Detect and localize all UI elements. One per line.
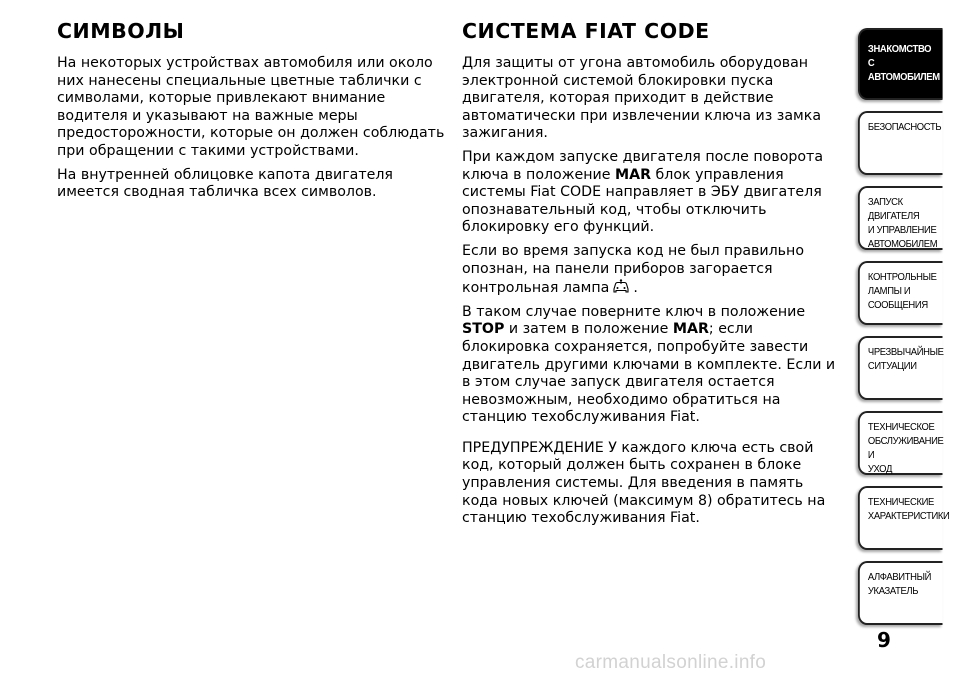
fiat-code-paragraph-2: При каждом запуске двигателя после поворота ключа в положение MAR блок управления системы Fiat CODE направляет в ЭБУ двигателя опознавательный код, чтобы отключить блокировку его функций. — [462, 148, 824, 236]
page-number: 9 — [877, 628, 891, 652]
tab-index[interactable]: АЛФАВИТНЫЙ УКАЗАТЕЛЬ — [858, 561, 943, 625]
symbols-paragraph-1: На некоторых устройствах автомобиля или около них нанесены специальные цветные таблички с символами, которые привлекают внимание водителя и указывают на важные меры предосторожности, которые он должен соблюдать при обращении с такими устройствами. — [57, 55, 445, 159]
watermark: carmanualsonline.info — [575, 652, 767, 673]
symbols-paragraph-2: На внутренней облицовке капота двигателя имеется сводная табличка всех символов. — [57, 166, 393, 201]
tab-specifications[interactable]: ТЕХНИЧЕСКИЕ ХАРАКТЕРИСТИКИ — [858, 486, 943, 550]
fiat-code-paragraph-1: Для защиты от угона автомобиль оборудован электронной системой блокировки пуска двигателя, которая приходит в действие автоматически при извлечении ключа из замка зажигания. — [462, 55, 822, 142]
left-column — [57, 18, 449, 208]
tab-starting-and-driving[interactable]: ЗАПУСК ДВИГАТЕЛЯ И УПРАВЛЕНИЕ АВТОМОБИЛЕМ — [858, 186, 943, 250]
fiat-code-paragraph-4: В таком случае поверните ключ в положение STOP и затем в положение MAR; если блокировка сохраняется, попробуйте завести двигатель другими ключами в комплекте. Если и в этом случае запуск двигателя остается невозможным, необходимо обратиться на станцию техобслуживания Fiat. — [462, 303, 836, 426]
tab-safety[interactable]: БЕЗОПАСНОСТЬ — [858, 111, 943, 175]
chapter-tabs — [858, 28, 960, 636]
tab-warning-lights[interactable]: КОНТРОЛЬНЫЕ ЛАМПЫ И СООБЩЕНИЯ — [858, 261, 943, 325]
symbols-heading: СИМВОЛЫ — [57, 19, 185, 43]
warning-paragraph: ПРЕДУПРЕЖДЕНИЕ У каждого ключа есть свой код, который должен быть сохранен в блоке управления системы. Для введения в память кода новых ключей (максимум 8) обратитесь на станцию техобслуживания Fiat. — [462, 439, 826, 527]
car-key-warning-icon — [611, 278, 631, 295]
tab-maintenance[interactable]: ТЕХНИЧЕСКОЕ ОБСЛУЖИВАНИЕ И УХОД — [858, 411, 943, 475]
tab-emergencies[interactable]: ЧРЕЗВЫЧАЙНЫЕ СИТУАЦИИ — [858, 336, 943, 400]
fiat-code-paragraph-3: Если во время запуска код не был правильно опознан, на панели приборов загорается контрольная лампа . — [462, 242, 804, 297]
right-column — [462, 18, 842, 534]
tab-introduction[interactable]: ЗНАКОМСТВО С АВТОМОБИЛЕМ — [858, 28, 943, 100]
fiat-code-heading: СИСТЕМА FIAT CODE — [462, 19, 710, 43]
